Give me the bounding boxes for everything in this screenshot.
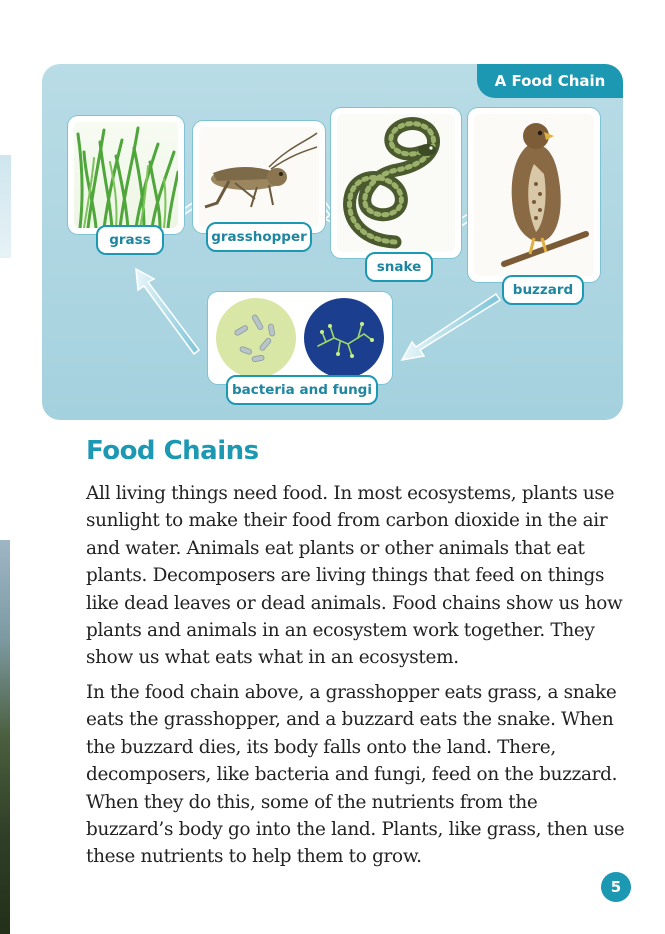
- grass-card: [68, 116, 184, 234]
- snake-illustration: [337, 114, 455, 252]
- page-number-badge: 5: [601, 872, 631, 902]
- adjacent-page-edge-photo: [0, 540, 10, 934]
- buzzard-illustration: [474, 114, 594, 276]
- paragraph-1: All living things need food. In most ecosystems, plants use sunlight to make their food from carbon dioxide in the air and water. Animals eat plants or other animals that eat plants. Decomposers are living things that feed on things like dead leaves or dead animals. Food chains show us how plants and animals in an ecosystem work together. They show us what eats what in an ecosystem.: [86, 483, 623, 669]
- label-snake: snake: [365, 252, 433, 282]
- snake-card: [331, 108, 461, 258]
- diagram-title: A Food Chain: [477, 64, 623, 98]
- adjacent-page-edge-top: [0, 155, 11, 258]
- buzzard-card: [468, 108, 600, 282]
- arrow-decomposers-to-grass: [136, 269, 199, 354]
- grasshopper-illustration: [199, 127, 319, 227]
- label-buzzard: buzzard: [502, 275, 584, 305]
- grass-illustration: [74, 122, 178, 228]
- food-chain-diagram: [42, 64, 623, 420]
- decomposers-illustration: [214, 298, 386, 378]
- page-heading: Food Chains: [86, 436, 259, 466]
- grasshopper-card: [193, 121, 325, 233]
- label-grass: grass: [96, 225, 164, 255]
- label-decomposers: bacteria and fungi: [226, 375, 378, 405]
- arrow-buzzard-to-decomposers: [402, 294, 500, 360]
- paragraph-2: In the food chain above, a grasshopper eats grass, a snake eats the grasshopper, and a buzzard eats the snake. When the buzzard dies, its body falls onto the land. There, decomposers, like bacteria and fungi, feed on the buzzard. When they do this, some of the nutrients from the buzzard’s body go into the land. Plants, like grass, then use these nutrients to help them to grow.: [86, 682, 625, 868]
- decomposers-card: [208, 292, 392, 384]
- label-grasshopper: grasshopper: [206, 222, 312, 252]
